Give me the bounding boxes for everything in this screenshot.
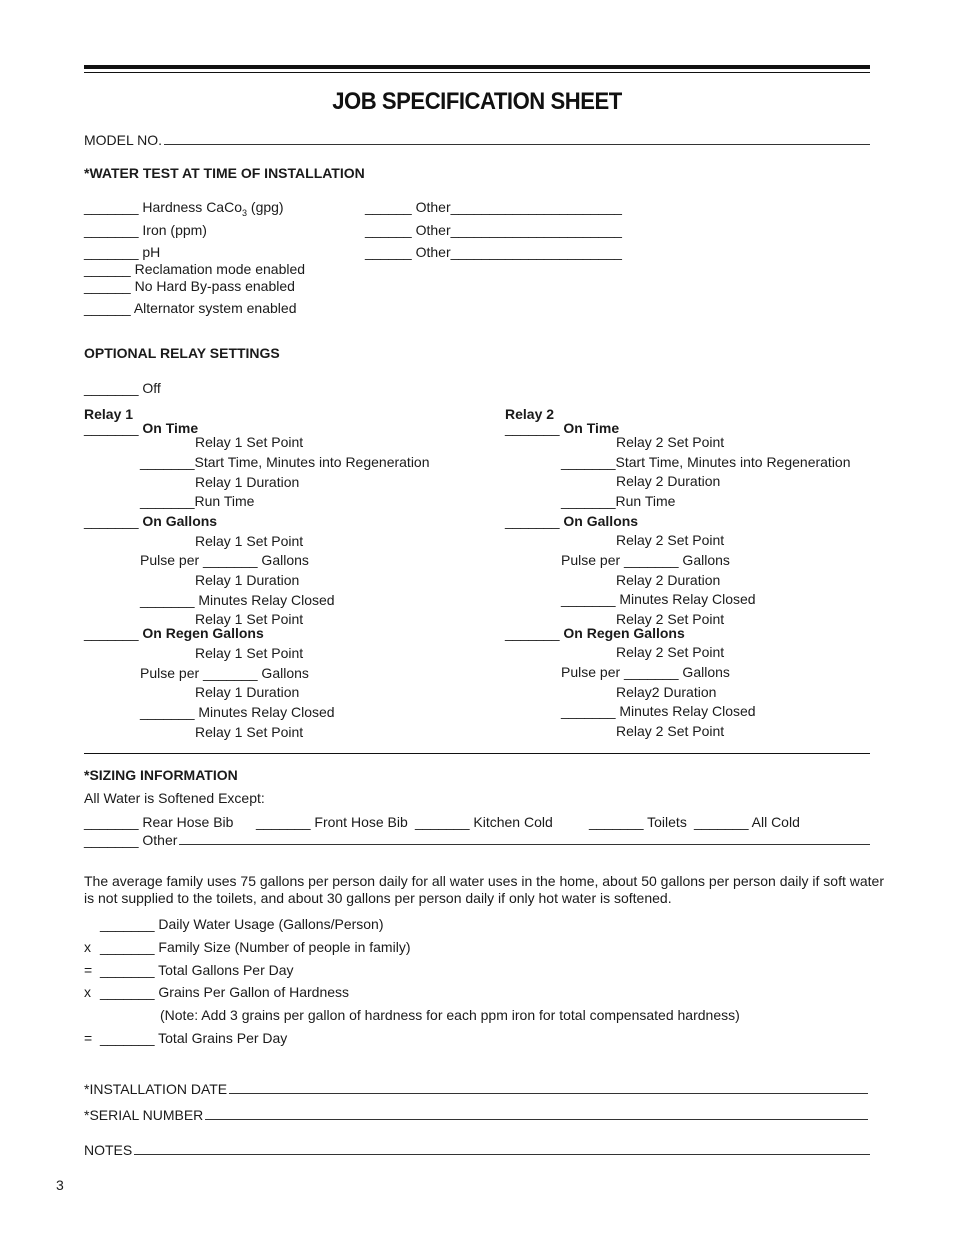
relay1-duration: Relay 1 Duration <box>195 572 300 588</box>
usage-paragraph-line2: is not supplied to the toilets, and about 30 gallons per person daily if only hot water is softened. <box>84 890 672 906</box>
hardness-field[interactable]: _______ Hardness CaCo$_3$ (gpg) <box>84 199 284 218</box>
front-hose-field[interactable]: _______ Front Hose Bib <box>256 814 408 830</box>
header-rule-thin <box>84 72 870 73</box>
sizing-other-field[interactable] <box>84 832 870 848</box>
other-field-2[interactable]: ______ Other______________________ <box>365 222 622 238</box>
other-field-1[interactable]: ______ Other______________________ <box>365 199 622 215</box>
header-rule-thick <box>84 65 870 69</box>
relay2-set-point: Relay 2 Set Point <box>616 532 725 548</box>
serial-number-line[interactable] <box>205 1107 868 1120</box>
relay2-title: Relay 2 <box>505 406 555 422</box>
softened-except-label: All Water is Softened Except: <box>84 790 265 806</box>
relay1-on-time[interactable]: _______ On Time <box>84 420 199 436</box>
relay-off-field[interactable]: _______ Off <box>84 380 161 396</box>
installation-date-line[interactable] <box>229 1081 868 1094</box>
total-gallons-field[interactable]: _______ Total Gallons Per Day <box>100 962 294 978</box>
relay1-set-point: Relay 1 Set Point <box>195 533 304 549</box>
relay1-duration: Relay 1 Duration <box>195 684 300 700</box>
relay2-duration: Relay 2 Duration <box>616 473 721 489</box>
sizing-other-line[interactable] <box>179 832 870 845</box>
model-number-line[interactable] <box>164 132 870 145</box>
notes-label: NOTES <box>84 1142 133 1158</box>
relay2-set-point: Relay 2 Set Point <box>616 434 725 450</box>
iron-field[interactable]: _______ Iron (ppm) <box>84 222 207 238</box>
relay1-set-point: Relay 1 Set Point <box>195 645 304 661</box>
family-size-field[interactable]: _______ Family Size (Number of people in family) <box>100 939 411 955</box>
relay2-minutes-closed[interactable]: _______ Minutes Relay Closed <box>561 591 756 607</box>
other-field-3[interactable]: ______ Other______________________ <box>365 244 622 260</box>
relay1-minutes-closed[interactable]: _______ Minutes Relay Closed <box>140 704 335 720</box>
relay2-set-point: Relay 2 Set Point <box>616 723 725 739</box>
relay1-duration: Relay 1 Duration <box>195 474 300 490</box>
all-cold-field[interactable]: _______ All Cold <box>694 814 800 830</box>
rear-hose-field[interactable]: _______ Rear Hose Bib <box>84 814 234 830</box>
relay1-pulse-per[interactable]: Pulse per _______ Gallons <box>140 665 309 681</box>
relay1-set-point: Relay 1 Set Point <box>195 724 304 740</box>
sizing-other-label: _______ Other <box>84 832 178 848</box>
page-title: JOB SPECIFICATION SHEET <box>332 88 622 115</box>
notes-field[interactable] <box>84 1142 870 1158</box>
alternator-field[interactable]: ______ Alternator system enabled <box>84 300 297 316</box>
ph-field[interactable]: _______ pH <box>84 244 161 260</box>
hardness-note: (Note: Add 3 grains per gallon of hardness for each ppm iron for total compensated hardness) <box>160 1007 740 1023</box>
relay2-pulse-per[interactable]: Pulse per _______ Gallons <box>561 552 730 568</box>
equals-operator: = <box>84 1030 93 1046</box>
relay2-run-time[interactable]: _______Run Time <box>561 493 676 509</box>
installation-date-label: *INSTALLATION DATE <box>84 1081 228 1097</box>
sizing-heading: *SIZING INFORMATION <box>84 767 238 783</box>
relay2-start-time[interactable]: _______Start Time, Minutes into Regeneration <box>561 454 851 470</box>
relay1-start-time[interactable]: _______Start Time, Minutes into Regeneration <box>140 454 430 470</box>
page-number: 3 <box>56 1177 64 1193</box>
relay2-on-gallons[interactable]: _______ On Gallons <box>505 513 639 529</box>
notes-line[interactable] <box>134 1142 870 1155</box>
model-number-field[interactable] <box>84 132 870 148</box>
relay-heading: OPTIONAL RELAY SETTINGS <box>84 345 280 361</box>
times-operator: x <box>84 984 91 1000</box>
model-number-label: MODEL NO. <box>84 132 163 148</box>
relay2-duration: Relay2 Duration <box>616 684 717 700</box>
serial-number-field[interactable] <box>84 1107 868 1123</box>
relay1-pulse-per[interactable]: Pulse per _______ Gallons <box>140 552 309 568</box>
relay2-minutes-closed[interactable]: _______ Minutes Relay Closed <box>561 703 756 719</box>
relay2-on-regen-gallons[interactable]: _______ On Regen Gallons <box>505 625 685 641</box>
no-hard-bypass-field[interactable]: ______ No Hard By-pass enabled <box>84 278 295 294</box>
serial-number-label: *SERIAL NUMBER <box>84 1107 204 1123</box>
times-operator: x <box>84 939 91 955</box>
relay2-set-point: Relay 2 Set Point <box>616 644 725 660</box>
relay1-set-point: Relay 1 Set Point <box>195 611 304 627</box>
relay1-on-regen-gallons[interactable]: _______ On Regen Gallons <box>84 625 264 641</box>
relay1-set-point: Relay 1 Set Point <box>195 434 304 450</box>
total-grains-field[interactable]: _______ Total Grains Per Day <box>100 1030 288 1046</box>
relay2-set-point: Relay 2 Set Point <box>616 611 725 627</box>
relay1-title: Relay 1 <box>84 406 134 422</box>
kitchen-cold-field[interactable]: _______ Kitchen Cold <box>415 814 553 830</box>
section-divider <box>84 753 870 754</box>
water-test-heading: *WATER TEST AT TIME OF INSTALLATION <box>84 165 365 181</box>
relay1-run-time[interactable]: _______Run Time <box>140 493 255 509</box>
reclamation-field[interactable]: ______ Reclamation mode enabled <box>84 261 306 277</box>
grains-per-gallon-field[interactable]: _______ Grains Per Gallon of Hardness <box>100 984 350 1000</box>
usage-paragraph-line1: The average family uses 75 gallons per person daily for all water uses in the home, about 50 gallons per person daily if soft water <box>84 873 884 889</box>
installation-date-field[interactable] <box>84 1081 868 1097</box>
relay1-minutes-closed[interactable]: _______ Minutes Relay Closed <box>140 592 335 608</box>
relay2-duration: Relay 2 Duration <box>616 572 721 588</box>
toilets-field[interactable]: _______ Toilets <box>589 814 687 830</box>
relay2-on-time[interactable]: _______ On Time <box>505 420 620 436</box>
relay2-pulse-per[interactable]: Pulse per _______ Gallons <box>561 664 730 680</box>
relay1-on-gallons[interactable]: _______ On Gallons <box>84 513 218 529</box>
equals-operator: = <box>84 962 93 978</box>
daily-usage-field[interactable]: _______ Daily Water Usage (Gallons/Person) <box>100 916 384 932</box>
